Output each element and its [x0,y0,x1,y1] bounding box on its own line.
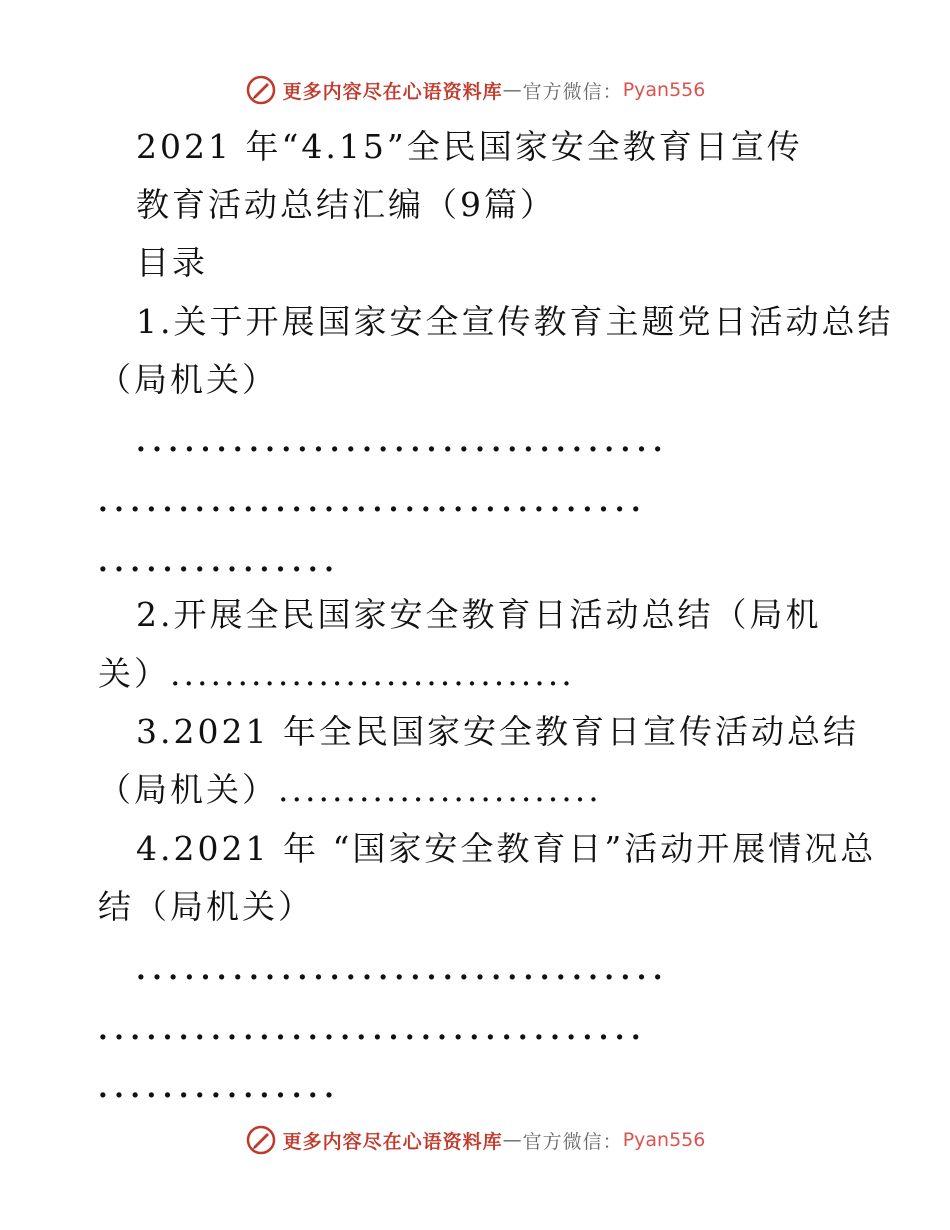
banner-main-text: 更多内容尽在心语资料库 [282,1130,503,1153]
toc-item-1-leader-end: ............... [98,545,341,578]
banner-wechat-id: Pyan556 [622,79,706,101]
toc-item-4-leader-end: ............... [98,1071,341,1104]
toc-item-2-title: 2.开展全民国家安全教育日活动总结（局机 [136,595,822,634]
footer-banner [0,1120,950,1160]
pen-logo-icon [245,1124,277,1156]
toc-item-4-title-cont: 结（局机关） [98,887,314,926]
toc-item-4-leader-cont: .................................. [98,1013,648,1046]
toc-item-1-title-cont: （局机关） [98,360,278,399]
toc-item-1-title: 1.关于开展国家安全宣传教育主题党日活动总结 [136,302,894,341]
doc-title-line1: 2021 年“4.15”全民国家安全教育日宣传 [136,127,803,166]
toc-heading: 目录 [136,243,208,282]
banner-separator: — [502,1129,523,1151]
banner-wechat-id: Pyan556 [622,1129,706,1151]
banner-official-label: 官方微信： [522,80,623,103]
toc-item-1-leader: ................................. [136,425,669,458]
toc-item-1-leader-cont: .................................. [98,485,648,518]
pen-logo-icon [245,74,277,106]
doc-title-line2: 教育活动总结汇编（9篇） [136,185,556,224]
toc-item-4-leader: ................................. [136,953,669,986]
toc-item-3-title-cont: （局机关）........................ [98,770,602,809]
toc-item-3-title: 3.2021 年全民国家安全教育日宣传活动总结 [136,712,859,751]
banner-official-label: 官方微信： [522,1130,623,1153]
banner-separator: — [502,79,523,101]
header-banner [0,70,950,110]
toc-item-2-title-cont: 关）.............................. [98,654,575,693]
toc-item-4-title: 4.2021 年 “国家安全教育日”活动开展情况总 [136,829,877,868]
banner-main-text: 更多内容尽在心语资料库 [282,80,503,103]
